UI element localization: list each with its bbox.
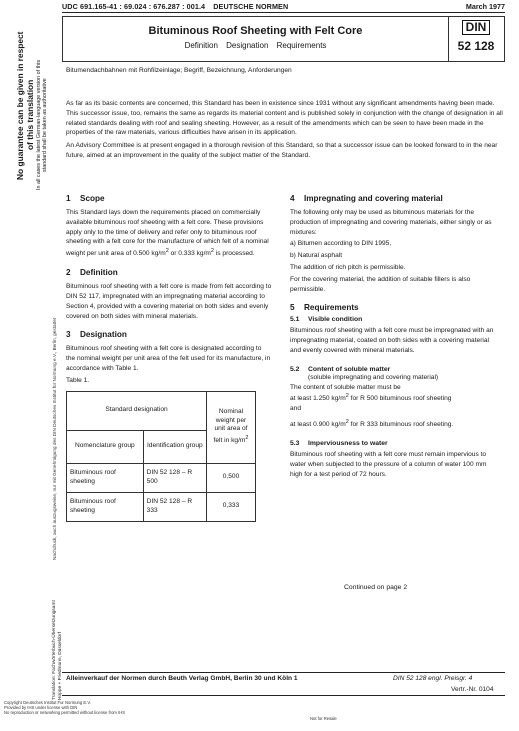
copyright-line-1: Copyright Deutsches Institut Fur Normung E.V. [4,700,91,705]
not-for-resale: Not for Resale [310,716,337,721]
document-title: Bituminous Roof Sheeting with Felt Core [148,25,363,37]
translator-note: Translation: Fachwörterbuch-Übersetzungsamt Hoppe + Friedmann, Düsseldorf [52,600,63,700]
section-4-title: Impregnating and covering material [304,194,443,203]
intro [66,99,506,161]
section-5-3-body: Bituminous roof sheeting with a felt core must remain impervious to water when subjected to the pressure of a column of water 100 mm high for a test period of 72 hours. [290,451,487,478]
section-5-3-heading [290,440,500,447]
copyright-line-2: Provided by IHS under license with DIN [4,705,78,710]
row-2-identification: DIN 52 128 – R 333 [143,492,206,521]
s52-line1-a: at least 1.250 kg/m [290,395,346,403]
right-column [290,194,500,480]
footer-din-price: DIN 52 128 engl. Preisgr. 4 [393,675,473,682]
section-3-title: Designation [80,330,127,340]
row-2-weight: 0,333 [207,492,256,521]
section-5-number: 5 [290,303,295,313]
section-4-number: 4 [290,194,295,203]
guarantee-line-3: In all cases the latest German-language version of this [36,59,42,190]
section-3-heading [66,330,272,339]
section-5-1-number: 5.1 [290,316,300,324]
s1-sup-2: 2 [210,248,214,255]
section-5-2-paren: (soluble impregnating and covering material) [308,373,439,381]
din-logo: DIN [462,20,491,35]
s1-text-b: or 0.333 kg/m [168,250,211,258]
section-5-2-line-1 [290,392,500,404]
section-5-title: Requirements [304,303,359,313]
s52-line2-a: at least 0.900 kg/m [290,421,346,429]
section-5-1-title: Visible condition [308,316,363,324]
section-1-title: Scope [80,194,105,203]
row-2-nomenclature: Bituminous roof sheeting [67,492,144,521]
section-5-2-heading [290,366,500,373]
s52-line2-b: for R 333 bituminous roof sheeting. [348,421,454,429]
table-header-row [67,391,256,430]
section-1-heading [66,194,272,203]
footer-vertr: Vertr.-Nr. 0104 [451,686,494,693]
s52-line2-sup: 2 [345,419,349,426]
section-4-heading [290,194,500,203]
section-4-body: The following only may be used as bituminous materials for the production of impregnating and covering materials, either singly or as mixtures: [290,209,492,236]
section-5-2-number: 5.2 [290,365,300,373]
udc-text: UDC 691.165-41 : 69.024 : 676.287 : 001.4 [62,2,206,11]
section-2-heading [66,268,272,277]
section-5-3-number: 5.3 [290,440,300,448]
title-cell [63,17,449,61]
s52-line1-sup: 2 [345,393,349,400]
section-5-2-title: Content of soluble matter [308,365,391,373]
section-5-2-line-2 [290,418,500,430]
copyright-line-3: No reproduction or networking permitted without license from IHS [4,710,126,715]
header-nomenclature: Nomenclature group [67,430,144,463]
german-title: Bitumendachbahnen mit Rohfilzeinlage; Begriff, Bezeichnung, Anforderungen [66,67,292,74]
section-5-heading [290,303,500,312]
guarantee-line-1: No guarantee can be given in respect [15,31,25,180]
section-4-pitch: The addition of rich pitch is permissible. [290,263,406,271]
section-5-1-heading [290,316,500,323]
designation-table [66,391,256,522]
s1-text-c: is processed. [213,250,255,258]
table-row [67,492,256,521]
intro-paragraph-1: As far as its basic contents are concerned, this Standard has been in existence since 1931 without any significant amendments having been made. This successor issue, too, remains the same as regards its material content and is published solely in conjunction with the change of designation in all related standards dealing with roof and sealing sheeting. However, as a result of the amendments which can be seen to have been made in the properties of the raw materials, various difficulties have arisen in its application. [66,100,503,137]
section-1-number: 1 [66,194,71,203]
s1-text-a: This Standard lays down the requirements placed on commercially available bituminous roof sheeting with a felt core. These provisions apply only to the time of delivery and refer only to bituminous roof sheeting with a felt core for the manufacture of which felt of a nominal weight per unit area of 0.500 kg/m [66,209,269,258]
copyright-block [4,700,125,715]
section-3-body: Bituminous roof sheeting with a felt core is designated according to the nominal weight per unit area of the felt used for its manufacture, in accordance with Table 1. [66,345,271,372]
series-name: DEUTSCHE NORMEN [213,2,289,11]
section-2-number: 2 [66,268,71,278]
din-cell [448,17,504,61]
title-block [62,16,505,62]
left-sidebar [12,0,62,731]
section-4-item-b: b) Natural asphalt [290,252,343,260]
s1-sup-1: 2 [165,248,169,255]
footer-rule [62,672,505,673]
section-5-2-intro: The content of soluble matter must be [290,383,401,391]
section-2-body: Bituminous roof sheeting with a felt core is made from felt according to DIN 52 117, impregnated with an impregnating material according to Section 4, provided with a covering material on both sides and evenly covered on both sides with mineral materials. [66,283,272,320]
header-standard-designation: Standard designation [67,391,207,430]
section-5-2-and: and [290,405,302,413]
intro-paragraph-2: An Advisory Committee is at present engaged in a thorough revision of this Standard, so that a successor issue can be looked forward to in the near future, aimed at an improvement in the quality of the subject matter of the Standard. [66,142,498,159]
reprint-note: Nachdruck, auch auszugsweise, nur mit Genehmigung des DIN Deutsches Institut für Normung e.V., Berlin, gestattet [52,317,57,560]
weight-header-text: Nominal weight per unit area of felt in kg/m [213,408,248,445]
section-1-body [66,208,272,259]
s52-line1-b: for R 500 bituminous roof sheeting [348,395,452,403]
row-1-identification: DIN 52 128 – R 500 [143,463,206,492]
section-4-fillers: For the covering material, the addition of suitable fillers is also permissible. [290,275,471,293]
section-4-item-a: a) Bitumen according to DIN 1995, [290,240,392,248]
footer-publisher: Alleinverkauf der Normen durch Beuth Verlag GmbH, Berlin 30 und Köln 1 [66,675,298,682]
issue-date: March 1977 [465,2,505,11]
row-1-nomenclature: Bituminous roof sheeting [67,463,144,492]
header-rule [62,12,505,13]
weight-header-sup: 2 [245,434,249,441]
din-number: 52 128 [457,39,495,53]
header-identification: Identification group [143,430,206,463]
header-nominal-weight [207,391,256,463]
udc-code [62,2,288,11]
table-caption: Table 1. [66,376,90,384]
section-2-title: Definition [80,268,118,278]
continued-note: Continued on page 2 [344,584,408,591]
table-row [67,463,256,492]
section-5-3-title: Imperviousness to water [308,440,388,448]
guarantee-line-4: standard shall be taken as authoritative [42,78,48,172]
left-column [66,194,272,522]
guarantee-line-2: of this translation [25,79,35,150]
section-5-1-body: Bituminous roof sheeting with a felt core must be impregnated with an impregnating material, coated on both sides with a covering material and evenly covered with mineral materials. [290,327,494,354]
footer-rule-2 [62,695,505,696]
section-3-number: 3 [66,330,71,340]
row-1-weight: 0,500 [207,463,256,492]
document-subtitle: Definition Designation Requirements [184,41,327,50]
